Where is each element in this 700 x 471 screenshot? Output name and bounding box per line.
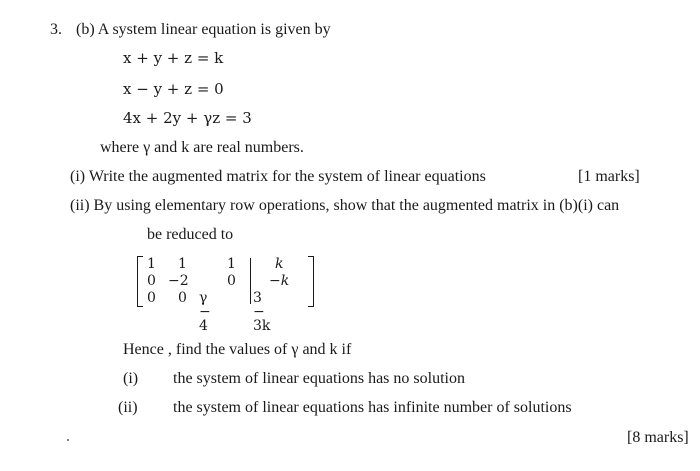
matrix-cell-r3c2: 0 [178,290,187,306]
part-i-text: (i) Write the augmented matrix for the system of linear equations [70,168,486,185]
matrix-cell-r3c4: 3 − 3k [253,290,271,334]
matrix-augment-line [250,258,251,304]
matrix-cell-r3c3: γ − 4 [199,290,211,334]
matrix-right-bracket [308,256,314,307]
question-intro: (b) A system linear equation is given by [76,21,331,38]
matrix-cell-r1c2: 1 [178,256,187,272]
matrix-left-bracket [137,256,143,307]
sub-part-ii-label: (ii) [118,399,138,416]
equation-3: 4x + 2y + γz = 3 [123,109,252,127]
equation-2: x − y + z = 0 [123,80,224,98]
part-ii-line-1: (ii) By using elementary row operations, show that the augmented matrix in (b)(i) can [70,197,620,214]
equation-1: x + y + z = k [123,49,224,67]
matrix-cell-r2c1: 0 [147,273,156,289]
matrix-cell-r1c1: 1 [147,256,156,272]
question-number: 3. [50,21,62,38]
matrix-cell-r2c2: −2 [168,273,189,289]
part-ii-line-2: be reduced to [147,226,234,243]
stray-dot [67,439,69,441]
matrix-cell-r3c1: 0 [147,290,156,306]
matrix-cell-r1c4: k [275,256,284,272]
hence-text: Hence , find the values of γ and k if [123,341,352,358]
matrix-cell-r1c3: 1 [227,256,236,272]
sub-part-ii-text: the system of linear equations has infinite number of solutions [173,399,572,416]
matrix-cell-r2c3: 0 [227,273,236,289]
sub-part-i-text: the system of linear equations has no solution [173,370,465,387]
part-i-marks: [1 marks] [578,168,640,185]
matrix-cell-r2c4: −k [269,273,290,289]
where-text: where γ and k are real numbers. [100,139,304,156]
total-marks: [8 marks] [627,429,689,446]
sub-part-i-label: (i) [123,370,139,387]
